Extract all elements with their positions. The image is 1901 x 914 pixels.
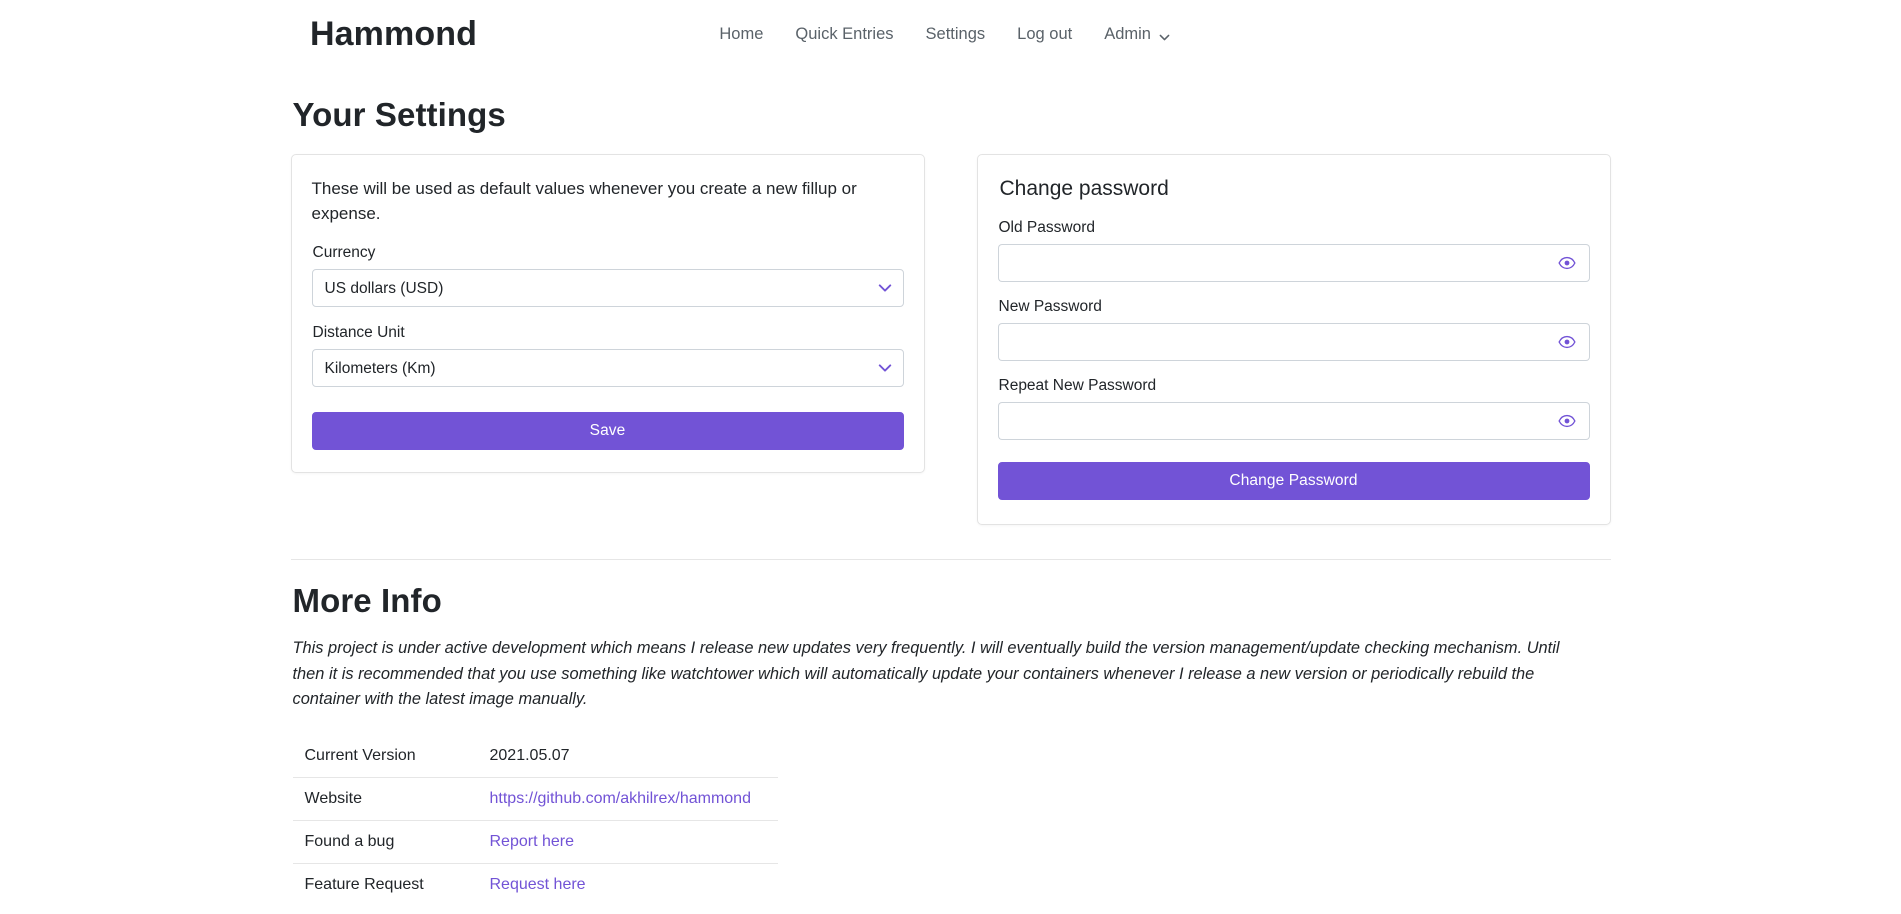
more-info-paragraph: This project is under active development which means I release new updates very frequently. I will eventually build the version management/update checking mechanism. Until then it is recommended that you use something like watchtower which will automatically update your containers whenever I release a new version or periodically rebuild the container with the latest image manually. — [292, 639, 1560, 709]
feature-request-link[interactable]: Request here — [489, 875, 586, 893]
info-value-cell — [478, 863, 778, 906]
nav-link-quick-entries[interactable]: Quick Entries — [795, 24, 894, 43]
save-button[interactable]: Save — [312, 412, 904, 450]
new-password-input[interactable] — [998, 323, 1546, 361]
main-container — [291, 96, 1611, 906]
repeat-new-password-visibility-toggle[interactable] — [1546, 402, 1590, 440]
new-password-visibility-toggle[interactable] — [1546, 323, 1590, 361]
table-row — [293, 777, 778, 820]
change-password-card — [977, 154, 1611, 525]
nav-dropdown-admin[interactable] — [1088, 17, 1186, 52]
website-link[interactable]: https://github.com/akhilrex/hammond — [489, 789, 751, 807]
change-password-button-wrap — [998, 462, 1590, 500]
info-value: 2021.05.07 — [489, 746, 570, 764]
save-button-wrap — [312, 412, 904, 450]
page-title: Your Settings — [292, 96, 506, 133]
repeat-new-password-input[interactable] — [998, 402, 1546, 440]
old-password-visibility-toggle[interactable] — [1546, 244, 1590, 282]
nav-dropdown-label: Admin — [1104, 24, 1151, 43]
currency-select-wrap — [312, 269, 904, 307]
repeat-new-password-group — [998, 402, 1590, 440]
table-row — [293, 735, 778, 778]
card-intro-text: These will be used as default values whenever you create a new fillup or expense. — [311, 179, 857, 223]
distance-unit-select[interactable] — [312, 349, 904, 387]
old-password-label: Old Password — [998, 219, 1095, 236]
top-navbar — [0, 0, 1901, 68]
eye-icon — [1558, 333, 1576, 351]
app-brand[interactable]: Hammond — [310, 15, 477, 53]
old-password-group — [998, 244, 1590, 282]
new-password-label: New Password — [998, 298, 1102, 315]
info-key: Website — [293, 777, 478, 820]
nav-link-settings[interactable]: Settings — [925, 24, 986, 43]
chevron-down-icon — [1159, 29, 1170, 40]
info-value-cell — [478, 777, 778, 820]
table-row — [293, 820, 778, 863]
info-key: Feature Request — [293, 863, 478, 906]
cards-row — [291, 154, 1611, 525]
change-password-button[interactable]: Change Password — [998, 462, 1590, 500]
currency-select[interactable] — [312, 269, 904, 307]
new-password-group — [998, 323, 1590, 361]
section-divider — [291, 559, 1611, 560]
currency-label: Currency — [312, 244, 376, 262]
table-row — [293, 863, 778, 906]
default-values-card — [291, 154, 925, 473]
eye-icon — [1558, 254, 1576, 272]
nav-link-home[interactable]: Home — [719, 24, 764, 43]
distance-unit-label: Distance Unit — [312, 324, 405, 342]
info-key: Current Version — [304, 746, 416, 764]
distance-select-wrap — [312, 349, 904, 387]
nav-link-logout[interactable]: Log out — [1017, 24, 1073, 43]
info-value-cell — [478, 820, 778, 863]
more-info-title: More Info — [292, 582, 442, 619]
more-info-table — [293, 735, 778, 906]
old-password-input[interactable] — [998, 244, 1546, 282]
repeat-new-password-label: Repeat New Password — [998, 377, 1157, 394]
change-password-heading: Change password — [999, 177, 1169, 200]
nav-links — [703, 17, 1186, 52]
eye-icon — [1558, 412, 1576, 430]
report-bug-link[interactable]: Report here — [489, 832, 574, 850]
info-key: Found a bug — [293, 820, 478, 863]
